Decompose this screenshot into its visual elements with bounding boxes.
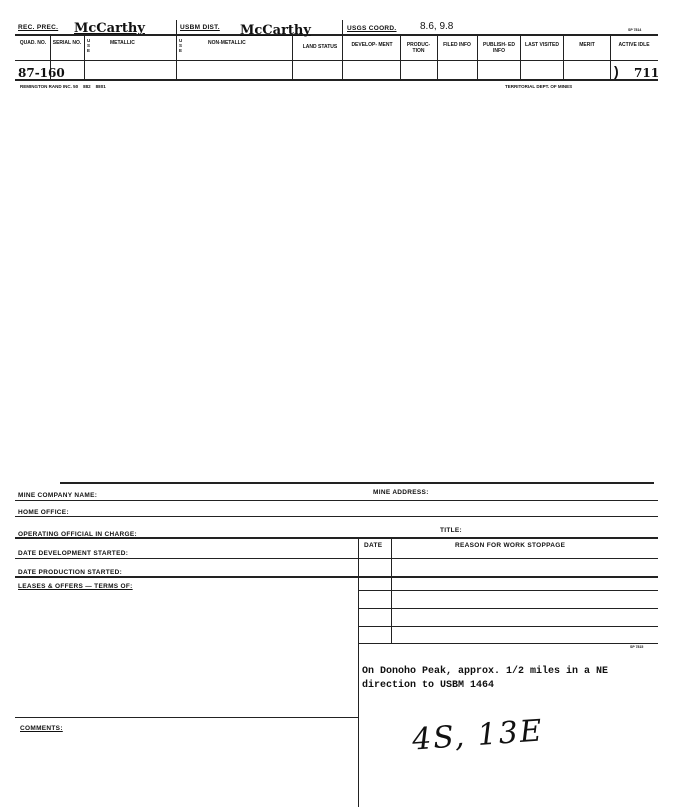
- top-form-number: SP 7814: [628, 28, 642, 32]
- date-column-label: DATE: [364, 542, 383, 549]
- col-production: PRODUC- TION: [406, 42, 431, 54]
- title-label: TITLE:: [440, 527, 463, 534]
- printer-footer: REMINGTON RAND INC. 50 882 8801: [20, 84, 106, 89]
- leases-offers-label: LEASES & OFFERS — TERMS OF:: [18, 583, 133, 590]
- active-idle-mark: ): [614, 63, 619, 79]
- rec-prec-value: McCarthy: [74, 21, 145, 36]
- col-use-metallic: U S E: [87, 38, 91, 53]
- handwritten-township-range: 4S, 13E: [410, 713, 545, 758]
- mine-address-label: MINE ADDRESS:: [373, 489, 429, 496]
- usgs-coord-label: USGS COORD.: [347, 25, 397, 32]
- date-development-label: DATE DEVELOPMENT STARTED:: [18, 550, 129, 557]
- location-note: On Donoho Peak, approx. 1/2 miles in a NE direction to USBM 1464: [362, 666, 609, 691]
- active-idle-value: 711: [634, 66, 660, 80]
- comments-label: COMMENTS:: [20, 725, 63, 732]
- date-production-label: DATE PRODUCTION STARTED:: [18, 569, 123, 576]
- quad-serial-value: 87-160: [18, 66, 65, 80]
- col-merit: MERIT: [579, 42, 595, 48]
- col-filed-info: FILED INFO: [443, 42, 471, 48]
- col-metallic: METALLIC: [110, 40, 135, 46]
- reason-column-label: REASON FOR WORK STOPPAGE: [455, 542, 566, 549]
- bottom-form-number: SP 7815: [630, 645, 644, 649]
- home-office-label: HOME OFFICE:: [18, 509, 69, 516]
- usbm-dist-value: McCarthy: [240, 23, 311, 38]
- col-nonmetallic: NON-METALLIC: [208, 40, 246, 46]
- col-development: DEVELOP- MENT: [351, 42, 393, 48]
- usbm-dist-label: USBM DIST.: [180, 24, 220, 31]
- territorial-footer: TERRITORIAL DEPT. OF MINES: [505, 84, 573, 89]
- mine-company-name-label: MINE COMPANY NAME:: [18, 492, 98, 499]
- col-last-visited: LAST VISITED: [525, 42, 559, 48]
- col-quad: QUAD. NO.: [19, 40, 47, 46]
- col-active-idle: ACTIVE IDLE: [618, 42, 650, 48]
- rec-prec-label: REC. PREC.: [18, 24, 59, 31]
- col-use-nonmetallic: U S E: [179, 38, 183, 53]
- col-serial: SERIAL NO.: [52, 40, 82, 46]
- col-published-info: PUBLISH- ED INFO: [483, 42, 515, 54]
- col-land-status: LAND STATUS: [302, 44, 338, 50]
- usgs-coord-value: 8.6, 9.8: [420, 21, 454, 32]
- operating-official-label: OPERATING OFFICIAL IN CHARGE:: [18, 531, 137, 538]
